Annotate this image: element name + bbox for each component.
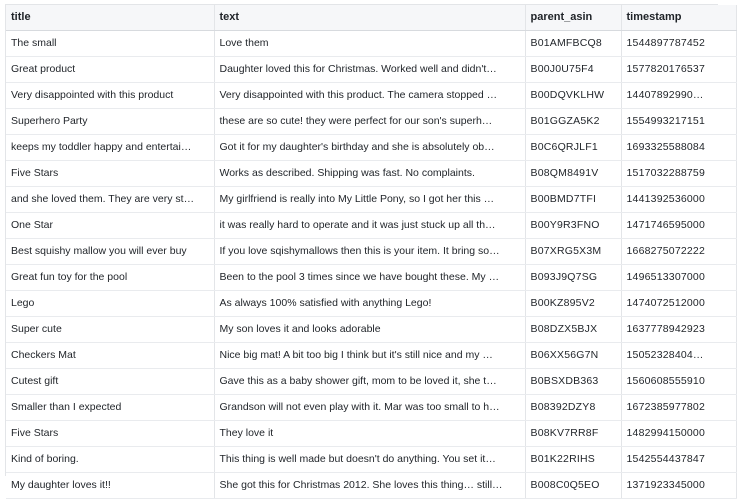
- table-row[interactable]: [6, 82, 736, 108]
- column-header-text[interactable]: text: [214, 5, 525, 30]
- cell-timestamp[interactable]: 1474072512000: [621, 290, 736, 316]
- cell-title[interactable]: Superhero Party: [6, 108, 214, 134]
- table-row[interactable]: [6, 212, 736, 238]
- column-header-timestamp[interactable]: timestamp: [621, 5, 736, 30]
- cell-parent-asin[interactable]: B01AMFBCQ8: [525, 30, 621, 56]
- table-row[interactable]: [6, 108, 736, 134]
- cell-timestamp[interactable]: 1496513307000: [621, 264, 736, 290]
- cell-text[interactable]: Nice big mat! A bit too big I think but it's still nice and my …: [214, 342, 525, 368]
- table-row[interactable]: [6, 472, 736, 498]
- cell-title[interactable]: keeps my toddler happy and entertai…: [6, 134, 214, 160]
- cell-title[interactable]: and she loved them. They are very st…: [6, 186, 214, 212]
- table-row[interactable]: [6, 56, 736, 82]
- cell-parent-asin[interactable]: B00BMD7TFI: [525, 186, 621, 212]
- table-row[interactable]: [6, 30, 736, 56]
- cell-text[interactable]: Very disappointed with this product. The camera stopped …: [214, 82, 525, 108]
- cell-text[interactable]: Love them: [214, 30, 525, 56]
- cell-text[interactable]: My girlfriend is really into My Little Pony, so I got her this …: [214, 186, 525, 212]
- cell-timestamp[interactable]: 1371923345000: [621, 472, 736, 498]
- cell-title[interactable]: Smaller than I expected: [6, 394, 214, 420]
- cell-text[interactable]: They love it: [214, 420, 525, 446]
- cell-text[interactable]: Been to the pool 3 times since we have bought these. My …: [214, 264, 525, 290]
- cell-text[interactable]: She got this for Christmas 2012. She loves this thing… still…: [214, 472, 525, 498]
- table-row[interactable]: [6, 420, 736, 446]
- column-header-title[interactable]: title: [6, 5, 214, 30]
- cell-timestamp[interactable]: 1471746595000: [621, 212, 736, 238]
- cell-title[interactable]: Five Stars: [6, 160, 214, 186]
- cell-timestamp[interactable]: 1441392536000: [621, 186, 736, 212]
- cell-title[interactable]: Cutest gift: [6, 368, 214, 394]
- cell-title[interactable]: My daughter loves it!!: [6, 472, 214, 498]
- cell-timestamp[interactable]: 1672385977802: [621, 394, 736, 420]
- header-row: [6, 5, 736, 30]
- cell-parent-asin[interactable]: B0BSXDB363: [525, 368, 621, 394]
- cell-timestamp[interactable]: 15052328404…: [621, 342, 736, 368]
- table-row[interactable]: [6, 290, 736, 316]
- cell-parent-asin[interactable]: B0C6QRJLF1: [525, 134, 621, 160]
- cell-title[interactable]: Five Stars: [6, 420, 214, 446]
- cell-text[interactable]: Grandson will not even play with it. Mar was too small to h…: [214, 394, 525, 420]
- data-table: [6, 5, 737, 499]
- cell-parent-asin[interactable]: B008C0Q5EO: [525, 472, 621, 498]
- cell-parent-asin[interactable]: B00Y9R3FNO: [525, 212, 621, 238]
- cell-timestamp[interactable]: 1693325588084: [621, 134, 736, 160]
- cell-parent-asin[interactable]: B01K22RIHS: [525, 446, 621, 472]
- cell-parent-asin[interactable]: B08KV7RR8F: [525, 420, 621, 446]
- cell-text[interactable]: This thing is well made but doesn't do anything. You set it…: [214, 446, 525, 472]
- cell-text[interactable]: Gave this as a baby shower gift, mom to be loved it, she t…: [214, 368, 525, 394]
- cell-timestamp[interactable]: 1554993217151: [621, 108, 736, 134]
- cell-title[interactable]: Best squishy mallow you will ever buy: [6, 238, 214, 264]
- cell-title[interactable]: Lego: [6, 290, 214, 316]
- cell-text[interactable]: it was really hard to operate and it was just stuck up all th…: [214, 212, 525, 238]
- table-row[interactable]: [6, 264, 736, 290]
- cell-title[interactable]: Super cute: [6, 316, 214, 342]
- cell-timestamp[interactable]: 1668275072222: [621, 238, 736, 264]
- cell-parent-asin[interactable]: B01GGZA5K2: [525, 108, 621, 134]
- table-row[interactable]: [6, 368, 736, 394]
- cell-text[interactable]: Works as described. Shipping was fast. No complaints.: [214, 160, 525, 186]
- cell-timestamp[interactable]: 1517032288759: [621, 160, 736, 186]
- table-row[interactable]: [6, 160, 736, 186]
- cell-title[interactable]: Great fun toy for the pool: [6, 264, 214, 290]
- cell-timestamp[interactable]: 14407892990…: [621, 82, 736, 108]
- table-row[interactable]: [6, 394, 736, 420]
- cell-parent-asin[interactable]: B00J0U75F4: [525, 56, 621, 82]
- cell-text[interactable]: these are so cute! they were perfect for our son's superh…: [214, 108, 525, 134]
- cell-timestamp[interactable]: 1542554437847: [621, 446, 736, 472]
- cell-parent-asin[interactable]: B08392DZY8: [525, 394, 621, 420]
- cell-text[interactable]: If you love sqishymallows then this is your item. It bring so…: [214, 238, 525, 264]
- table-row[interactable]: [6, 446, 736, 472]
- table-body: [6, 30, 736, 498]
- column-header-parent-asin[interactable]: parent_asin: [525, 5, 621, 30]
- cell-timestamp[interactable]: 1544897787452: [621, 30, 736, 56]
- cell-title[interactable]: Checkers Mat: [6, 342, 214, 368]
- dataset-table-viewer: [5, 4, 718, 491]
- cell-title[interactable]: Great product: [6, 56, 214, 82]
- cell-parent-asin[interactable]: B07XRG5X3M: [525, 238, 621, 264]
- cell-title[interactable]: Very disappointed with this product: [6, 82, 214, 108]
- cell-timestamp[interactable]: 1482994150000: [621, 420, 736, 446]
- cell-parent-asin[interactable]: B093J9Q7SG: [525, 264, 621, 290]
- cell-parent-asin[interactable]: B08QM8491V: [525, 160, 621, 186]
- table-row[interactable]: [6, 238, 736, 264]
- cell-parent-asin[interactable]: B08DZX5BJX: [525, 316, 621, 342]
- cell-timestamp[interactable]: 1637778942923: [621, 316, 736, 342]
- table-row[interactable]: [6, 316, 736, 342]
- cell-parent-asin[interactable]: B00KZ895V2: [525, 290, 621, 316]
- cell-title[interactable]: The small: [6, 30, 214, 56]
- cell-text[interactable]: Got it for my daughter's birthday and she is absolutely ob…: [214, 134, 525, 160]
- cell-text[interactable]: Daughter loved this for Christmas. Worked well and didn't…: [214, 56, 525, 82]
- cell-text[interactable]: As always 100% satisfied with anything Lego!: [214, 290, 525, 316]
- cell-parent-asin[interactable]: B00DQVKLHW: [525, 82, 621, 108]
- table-row[interactable]: [6, 186, 736, 212]
- cell-text[interactable]: My son loves it and looks adorable: [214, 316, 525, 342]
- table-row[interactable]: [6, 134, 736, 160]
- cell-timestamp[interactable]: 1577820176537: [621, 56, 736, 82]
- cell-timestamp[interactable]: 1560608555910: [621, 368, 736, 394]
- cell-parent-asin[interactable]: B06XX56G7N: [525, 342, 621, 368]
- cell-title[interactable]: Kind of boring.: [6, 446, 214, 472]
- cell-title[interactable]: One Star: [6, 212, 214, 238]
- table-row[interactable]: [6, 342, 736, 368]
